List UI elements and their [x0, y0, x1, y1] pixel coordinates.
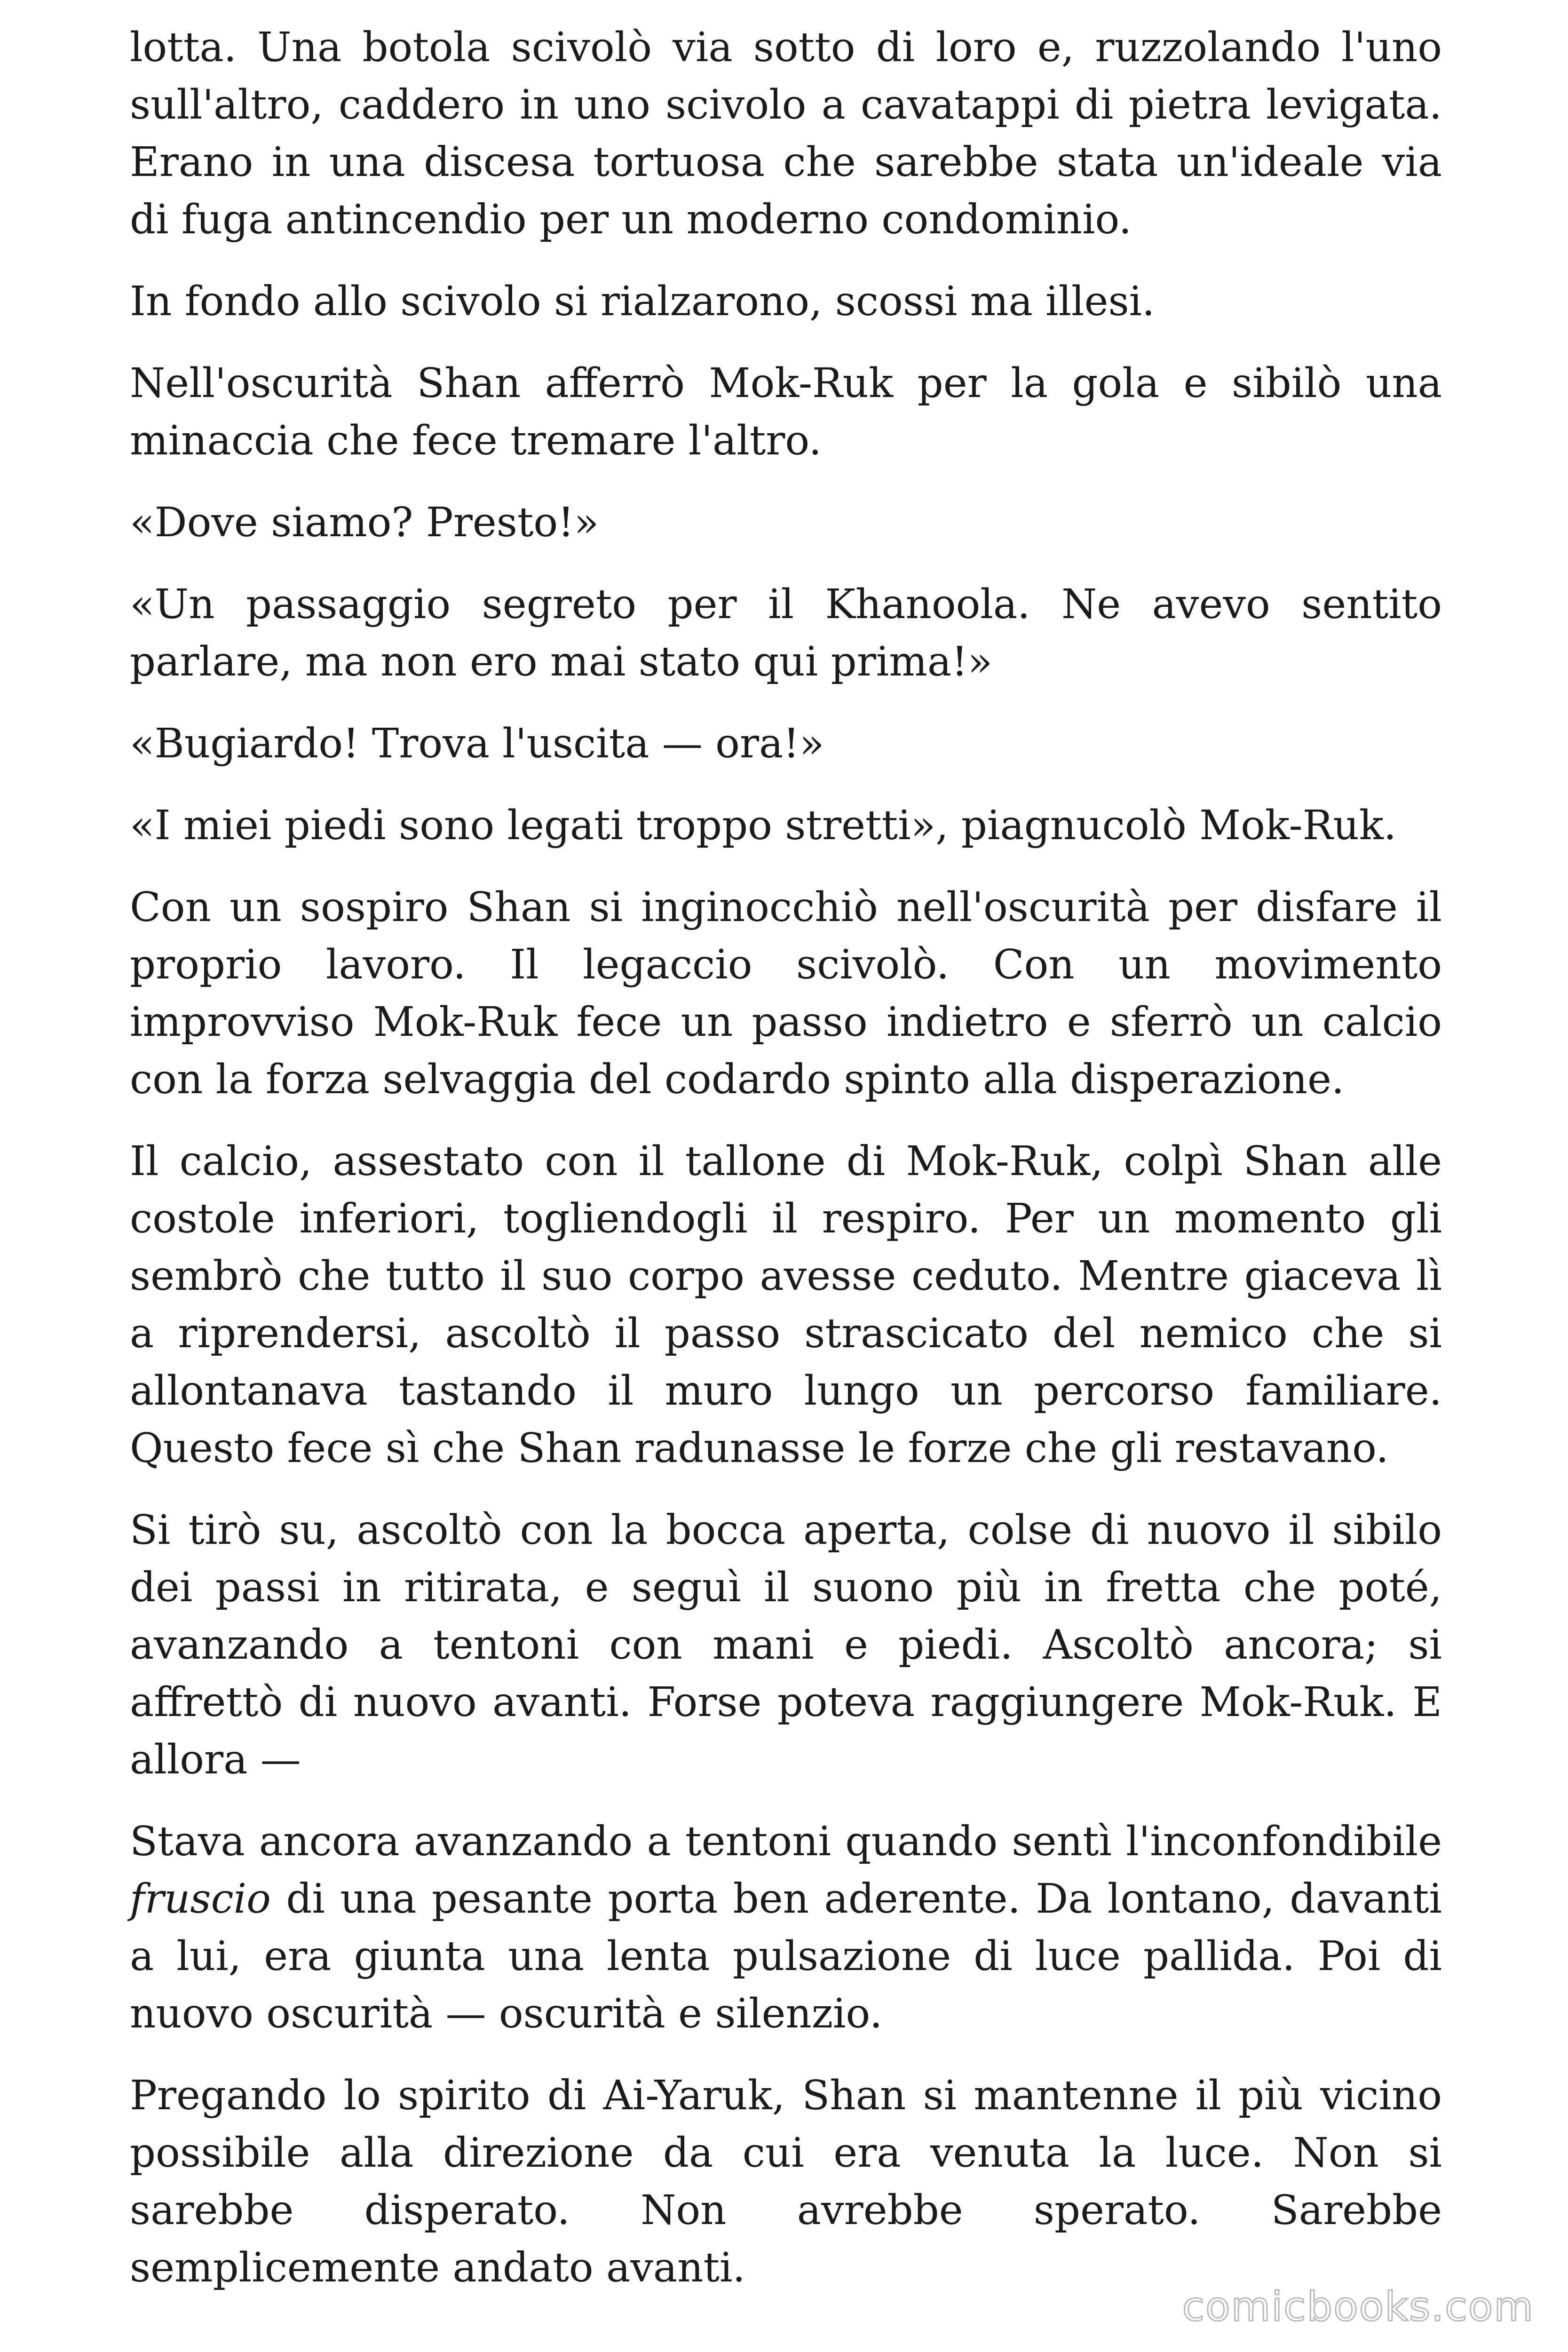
- paragraph-9: Il calcio, assestato con il tallone di Mok-Ruk, colpì Shan alle costole inferiori, togliendogli il respiro. Per un momento gli sembrò che tutto il suo corpo avesse ceduto. Mentre giaceva lì a riprendersi, ascoltò il passo strascicato del nemico che si allontanava tastando il muro lungo un percorso familiare. Questo fece sì che Shan radunasse le forze che gli restavano.: [130, 1138, 1442, 1472]
- paragraph-11-after: di una pesante porta ben aderente. Da lontano, davanti a lui, era giunta una lenta pulsazione di luce pallida. Poi di nuovo oscurità — oscurità e silenzio.: [130, 1875, 1442, 2037]
- paragraph-11-before: Stava ancora avanzando a tentoni quando sentì l'inconfondibile: [130, 1818, 1442, 1865]
- paragraph-5: «Un passaggio segreto per il Khanoola. Ne avevo sentito parlare, ma non ero mai stato qui prima!»: [130, 581, 1442, 685]
- paragraph-1: lotta. Una botola scivolò via sotto di loro e, ruzzolando l'uno sull'altro, caddero in uno scivolo a cavatappi di pietra levigata. Erano in una discesa tortuosa che sarebbe stata un'ideale via di fuga antincendio per un moderno condominio.: [130, 24, 1442, 243]
- paragraph-8: Con un sospiro Shan si inginocchiò nell'oscurità per disfare il proprio lavoro. Il legaccio scivolò. Con un movimento improvviso Mok-Ruk fece un passo indietro e sferrò un calcio con la forza selvaggia del codardo spinto alla disperazione.: [130, 884, 1442, 1103]
- paragraph-3: Nell'oscurità Shan afferrò Mok-Ruk per la gola e sibilò una minaccia che fece tremare l'altro.: [130, 360, 1442, 464]
- paragraph-7: «I miei piedi sono legati troppo stretti», piagnucolò Mok-Ruk.: [130, 802, 1397, 849]
- paragraph-4: «Dove siamo? Presto!»: [130, 499, 599, 546]
- paragraph-11: [130, 1813, 1442, 2042]
- paragraph-6: «Bugiardo! Trova l'uscita — ora!»: [130, 720, 824, 767]
- italic-word: fruscio: [130, 1875, 271, 1923]
- paragraph-10: Si tirò su, ascoltò con la bocca aperta, colse di nuovo il sibilo dei passi in ritirata, e seguì il suono più in fretta che poté, avanzando a tentoni con mani e piedi. Ascoltò ancora; si affrettò di nuovo avanti. Forse poteva raggiungere Mok-Ruk. E allora —: [130, 1507, 1442, 1783]
- paragraph-12: Pregando lo spirito di Ai-Yaruk, Shan si mantenne il più vicino possibile alla direzione da cui era venuta la luce. Non si sarebbe disperato. Non avrebbe sperato. Sarebbe semplicemente andato avanti.: [130, 2072, 1442, 2291]
- book-page-text: [130, 19, 1442, 2296]
- watermark-logo: comicbooks.com: [1182, 2283, 1534, 2330]
- paragraph-2: In fondo allo scivolo si rialzarono, scossi ma illesi.: [130, 278, 1155, 325]
